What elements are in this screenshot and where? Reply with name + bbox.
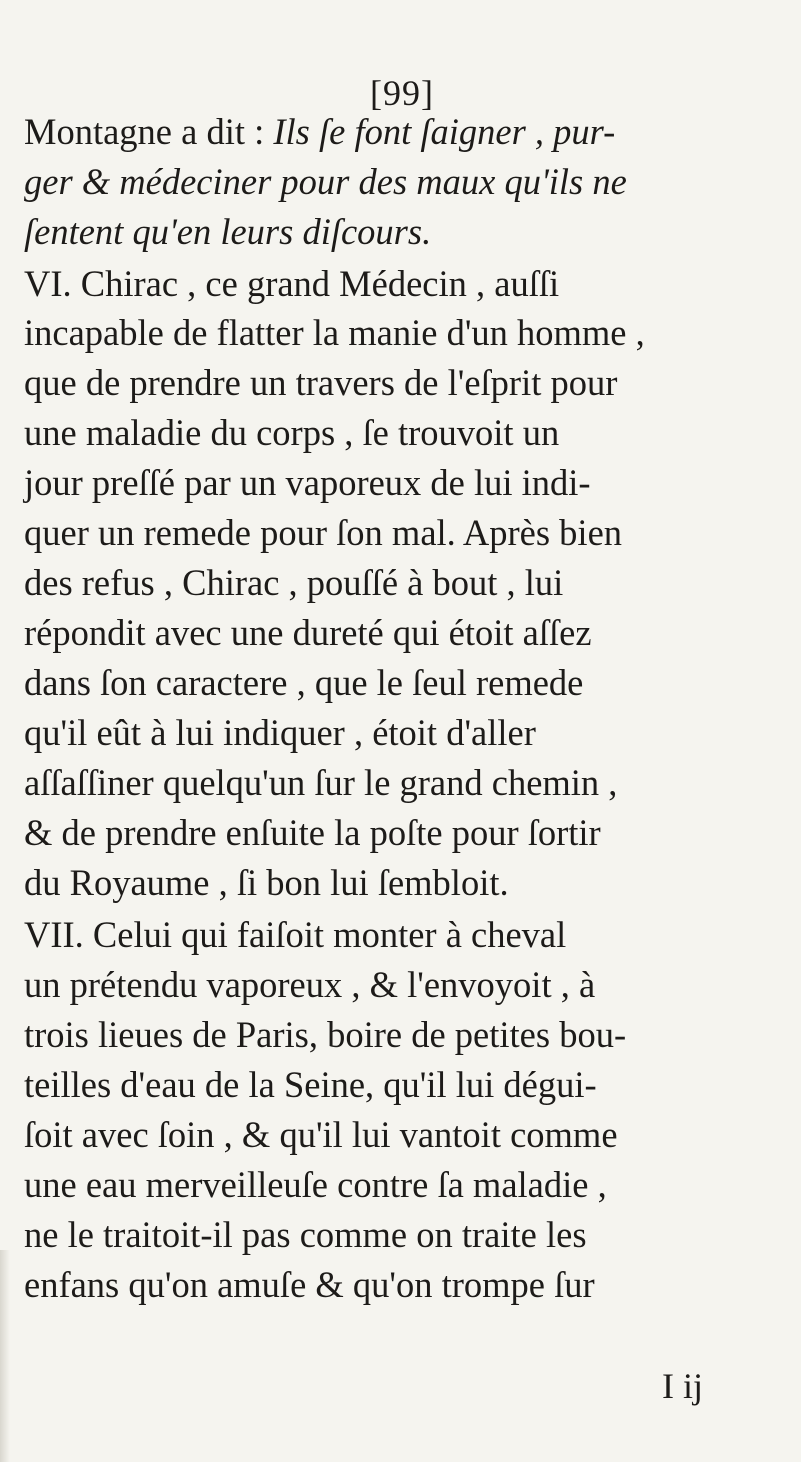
text-line-roman: des refus , Chirac , pouſſé à bout , lui: [24, 562, 564, 603]
text-line: [24, 210, 431, 254]
text-line: [24, 262, 559, 306]
text-line-italic: ſentent qu'en leurs diſcours.: [24, 211, 432, 252]
text-line: [24, 861, 509, 905]
text-line-roman: aſſaſſiner quelqu'un ſur le grand chemin ,: [24, 762, 618, 803]
text-line: [24, 361, 617, 405]
text-line: [24, 661, 583, 705]
text-line-roman: un prétendu vaporeux , & l'envoyoit , à: [24, 964, 596, 1005]
text-line: [24, 1013, 626, 1057]
text-line: [24, 461, 591, 505]
text-line: [24, 561, 563, 605]
text-line-roman: VI. Chirac , ce grand Médecin , auſſi: [24, 263, 560, 304]
text-line: [24, 110, 615, 154]
text-line-roman: enfans qu'on amuſe & qu'on trompe ſur: [24, 1264, 595, 1305]
text-line-roman: une eau merveilleuſe contre ſa maladie ,: [24, 1164, 607, 1205]
page-edge-shadow: [0, 1250, 10, 1462]
text-line: [24, 1263, 595, 1307]
text-line-roman: Montagne a dit :: [24, 111, 274, 152]
text-line: [24, 1113, 618, 1157]
text-line: [24, 160, 627, 204]
text-line-roman: ſoit avec ſoin , & qu'il lui vantoit comme: [24, 1114, 618, 1155]
text-line: [24, 411, 559, 455]
text-line-roman: que de prendre un travers de l'eſprit pour: [24, 362, 618, 403]
text-line-roman: qu'il eût à lui indiquer , étoit d'aller: [24, 712, 536, 753]
text-line-roman: trois lieues de Paris, boire de petites bou-: [24, 1014, 627, 1055]
text-line: [24, 611, 592, 655]
text-line-italic: Ils ſe font ſaigner , pur-: [273, 111, 616, 152]
text-line-roman: du Royaume , ſi bon lui ſembloit.: [24, 862, 509, 903]
text-line-roman: & de prendre enſuite la poſte pour ſortir: [24, 812, 601, 853]
text-line-roman: quer un remede pour ſon mal. Après bien: [24, 512, 623, 553]
text-line-roman: dans ſon caractere , que le ſeul remede: [24, 662, 584, 703]
text-line: [24, 511, 622, 555]
text-line: [24, 711, 536, 755]
text-line: [24, 1213, 587, 1257]
text-line-roman: jour preſſé par un vaporeux de lui indi-: [24, 462, 591, 503]
text-line: [24, 811, 601, 855]
page-number: [99]: [370, 73, 434, 113]
text-line-roman: répondit avec une dureté qui étoit aſſez: [24, 612, 592, 653]
text-line-roman: une maladie du corps , ſe trouvoit un: [24, 412, 560, 453]
text-line: [24, 311, 645, 355]
text-line-roman: VII. Celui qui faiſoit monter à cheval: [24, 914, 567, 955]
signature-mark: I ij: [662, 1366, 703, 1406]
text-line: [24, 913, 566, 957]
text-line-roman: teilles d'eau de la Seine, qu'il lui dégui-: [24, 1064, 597, 1105]
text-line-italic: ger & médeciner pour des maux qu'ils ne: [24, 161, 627, 202]
text-line: [24, 1063, 597, 1107]
text-line: [24, 1163, 607, 1207]
text-line-roman: ne le traitoit-il pas comme on traite les: [24, 1214, 587, 1255]
text-line: [24, 963, 595, 1007]
text-line-roman: incapable de flatter la manie d'un homme ,: [24, 312, 645, 353]
text-line: [24, 761, 617, 805]
